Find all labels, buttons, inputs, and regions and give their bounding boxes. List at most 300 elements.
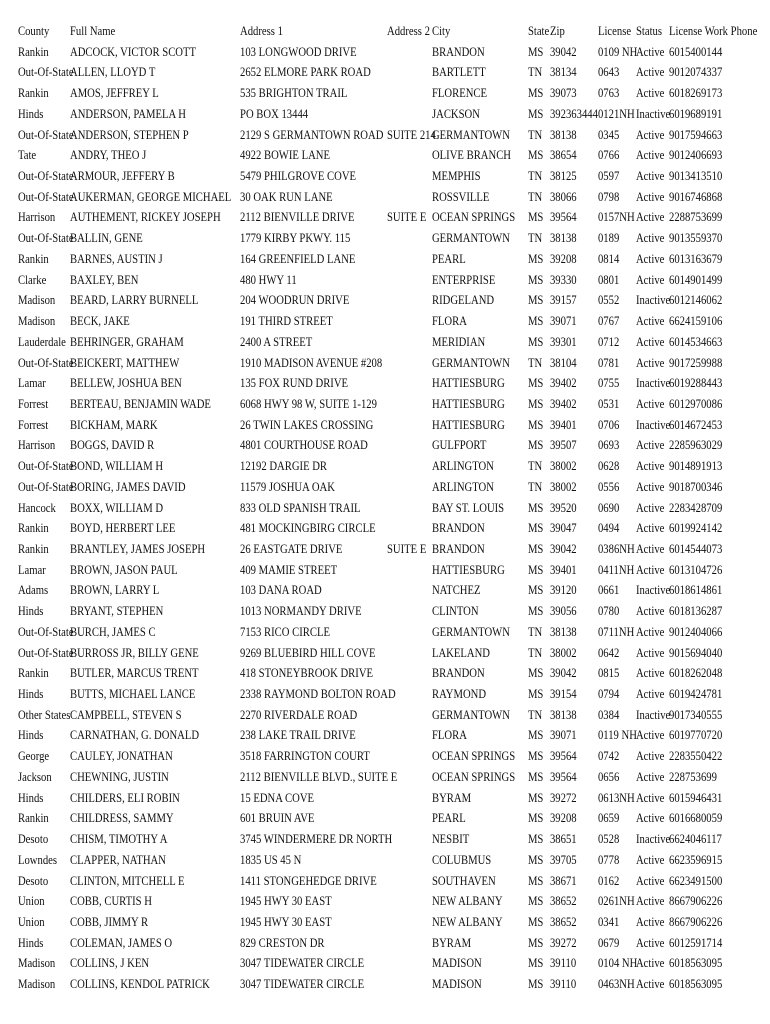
- cell-address2: SUITE 214: [387, 127, 436, 142]
- cell-county: Hinds: [17, 935, 44, 950]
- cell-address1: 191 THIRD STREET: [240, 314, 333, 329]
- cell-status: Active: [635, 666, 665, 681]
- cell-address1: 135 FOX RUND DRIVE: [240, 376, 349, 391]
- cell-status: Active: [635, 127, 665, 142]
- table-row: [0, 808, 723, 829]
- cell-phone: 2285963029: [668, 438, 723, 453]
- cell-address1: 5479 PHILGROVE COVE: [240, 169, 357, 184]
- cell-full-name: AMOS, JEFFREY L: [69, 86, 159, 101]
- cell-status: Active: [635, 728, 665, 743]
- cell-city: BAY ST. LOUIS: [431, 500, 505, 515]
- cell-state: MS: [527, 438, 544, 453]
- cell-address1: 3518 FARRINGTON COURT: [240, 749, 370, 764]
- cell-phone: 9018700346: [668, 479, 723, 494]
- cell-address1: 2270 RIVERDALE ROAD: [240, 707, 358, 722]
- cell-license: 0766: [597, 148, 620, 163]
- cell-county: Hinds: [17, 790, 44, 805]
- cell-status: Active: [635, 935, 665, 950]
- cell-status: Active: [635, 169, 665, 184]
- cell-license: 0157NH: [597, 210, 635, 225]
- cell-phone: 6019770720: [668, 728, 723, 743]
- cell-phone: 6018262048: [668, 666, 723, 681]
- cell-phone: 9012404066: [668, 624, 723, 639]
- cell-full-name: BARNES, AUSTIN J: [69, 251, 163, 266]
- cell-address1: 2400 A STREET: [240, 334, 313, 349]
- cell-full-name: ADCOCK, VICTOR SCOTT: [69, 44, 197, 59]
- cell-county: Rankin: [17, 811, 49, 826]
- cell-status: Active: [635, 914, 665, 929]
- cell-state: MS: [527, 251, 544, 266]
- cell-address1: 409 MAMIE STREET: [240, 562, 338, 577]
- cell-zip: 39564: [549, 749, 577, 764]
- cell-state: MS: [527, 749, 544, 764]
- cell-status: Active: [635, 624, 665, 639]
- cell-address1: 3047 TIDEWATER CIRCLE: [240, 977, 365, 992]
- cell-zip: 39564: [549, 210, 577, 225]
- cell-address1: 1910 MADISON AVENUE #208: [240, 355, 383, 370]
- cell-state: TN: [527, 189, 543, 204]
- cell-status: Inactive: [635, 583, 671, 598]
- cell-zip: 39071: [549, 314, 577, 329]
- cell-state: MS: [527, 272, 544, 287]
- cell-state: MS: [527, 956, 544, 971]
- cell-address1: 481 MOCKINGBIRG CIRCLE: [240, 521, 376, 536]
- cell-status: Active: [635, 977, 665, 992]
- table-row: [0, 560, 723, 581]
- cell-address1: 1945 HWY 30 EAST: [240, 894, 332, 909]
- cell-city: NEW ALBANY: [431, 914, 503, 929]
- cell-full-name: BOND, WILLIAM H: [69, 459, 164, 474]
- cell-county: Harrison: [17, 438, 56, 453]
- cell-city: HATTIESBURG: [431, 562, 505, 577]
- cell-status: Active: [635, 769, 665, 784]
- cell-city: GERMANTOWN: [431, 624, 510, 639]
- cell-city: NEW ALBANY: [431, 894, 503, 909]
- cell-city: FLORENCE: [431, 86, 488, 101]
- cell-full-name: BRYANT, STEPHEN: [69, 604, 164, 619]
- cell-address1: 7153 RICO CIRCLE: [240, 624, 331, 639]
- cell-city: RAYMOND: [431, 687, 487, 702]
- cell-county: Madison: [17, 293, 56, 308]
- cell-license: 0341: [597, 914, 620, 929]
- cell-county: Out-Of-State: [17, 459, 74, 474]
- cell-state: MS: [527, 832, 544, 847]
- table-row: [0, 145, 723, 166]
- cell-address1: 2652 ELMORE PARK ROAD: [240, 65, 371, 80]
- cell-full-name: CLAPPER, NATHAN: [69, 852, 166, 867]
- cell-full-name: BAXLEY, BEN: [69, 272, 139, 287]
- table-row: [0, 394, 723, 415]
- cell-address1: 829 CRESTON DR: [240, 935, 325, 950]
- cell-license: 0798: [597, 189, 620, 204]
- table-row: [0, 104, 723, 125]
- table-row: [0, 539, 723, 560]
- cell-county: Out-Of-State: [17, 169, 74, 184]
- cell-license: 0386NH: [597, 541, 635, 556]
- table-row: [0, 912, 723, 933]
- cell-city: HATTIESBURG: [431, 396, 505, 411]
- cell-full-name: COLLINS, J KEN: [69, 956, 150, 971]
- cell-phone: 9012074337: [668, 65, 723, 80]
- cell-status: Active: [635, 210, 665, 225]
- cell-license: 0384: [597, 707, 620, 722]
- cell-phone: 6012970086: [668, 396, 723, 411]
- cell-city: PEARL: [431, 811, 466, 826]
- cell-zip: 38002: [549, 459, 577, 474]
- cell-county: Madison: [17, 314, 56, 329]
- cell-full-name: BOYD, HERBERT LEE: [69, 521, 176, 536]
- cell-county: Hinds: [17, 728, 44, 743]
- table-row: [0, 891, 723, 912]
- cell-phone: 9013413510: [668, 169, 723, 184]
- cell-license: 0643: [597, 65, 620, 80]
- cell-county: Forrest: [17, 396, 49, 411]
- cell-city: GERMANTOWN: [431, 127, 510, 142]
- cell-state: TN: [527, 459, 543, 474]
- cell-zip: 39110: [549, 977, 577, 992]
- cell-address1: PO BOX 13444: [240, 106, 309, 121]
- cell-phone: 2283428709: [668, 500, 723, 515]
- cell-license: 0552: [597, 293, 620, 308]
- cell-license: 0706: [597, 417, 620, 432]
- cell-license: 0109 NH: [597, 44, 638, 59]
- cell-full-name: BORING, JAMES DAVID: [69, 479, 186, 494]
- cell-license: 0613NH: [597, 790, 635, 805]
- cell-county: Adams: [17, 583, 49, 598]
- cell-license: 0763: [597, 86, 620, 101]
- cell-zip: 39154: [549, 687, 577, 702]
- cell-full-name: BUTLER, MARCUS TRENT: [69, 666, 199, 681]
- cell-zip: 38671: [549, 873, 577, 888]
- table-row: [0, 456, 723, 477]
- table-row: [0, 187, 723, 208]
- cell-city: BARTLETT: [431, 65, 486, 80]
- cell-state: TN: [527, 169, 543, 184]
- cell-status: Active: [635, 148, 665, 163]
- cell-state: MS: [527, 687, 544, 702]
- cell-city: COLUBMUS: [431, 852, 492, 867]
- cell-license: 0121NH: [597, 106, 635, 121]
- cell-state: MS: [527, 44, 544, 59]
- cell-status: Active: [635, 396, 665, 411]
- cell-address1: 2112 BIENVILLE DRIVE: [240, 210, 355, 225]
- cell-full-name: ANDERSON, STEPHEN P: [69, 127, 189, 142]
- cell-county: Madison: [17, 956, 56, 971]
- cell-phone: 9014891913: [668, 459, 723, 474]
- table-row: [0, 871, 723, 892]
- cell-phone: 6015946431: [668, 790, 723, 805]
- cell-county: Out-Of-State: [17, 479, 74, 494]
- cell-state: MS: [527, 769, 544, 784]
- cell-license: 0463NH: [597, 977, 635, 992]
- cell-status: Inactive: [635, 707, 671, 722]
- cell-phone: 6014672453: [668, 417, 723, 432]
- cell-county: Rankin: [17, 44, 49, 59]
- table-row: [0, 705, 723, 726]
- table-row: [0, 415, 723, 436]
- cell-zip: 39042: [549, 44, 577, 59]
- cell-status: Active: [635, 459, 665, 474]
- cell-phone: 8667906226: [668, 914, 723, 929]
- cell-status: Active: [635, 251, 665, 266]
- cell-status: Active: [635, 562, 665, 577]
- cell-license: 0189: [597, 231, 620, 246]
- cell-zip: 38134: [549, 65, 577, 80]
- cell-county: Harrison: [17, 210, 56, 225]
- cell-address1: 204 WOODRUN DRIVE: [240, 293, 350, 308]
- cell-license: 0104 NH: [597, 956, 638, 971]
- cell-address1: 833 OLD SPANISH TRAIL: [240, 500, 361, 515]
- cell-address1: 480 HWY 11: [240, 272, 297, 287]
- cell-zip: 39208: [549, 811, 577, 826]
- cell-zip: 39042: [549, 541, 577, 556]
- cell-zip: 39301: [549, 334, 577, 349]
- header-status: Status: [635, 24, 663, 38]
- cell-full-name: BURROSS JR, BILLY GENE: [69, 645, 199, 660]
- cell-status: Active: [635, 894, 665, 909]
- cell-phone: 6016680059: [668, 811, 723, 826]
- table-row: [0, 125, 723, 146]
- cell-city: ROSSVILLE: [431, 189, 490, 204]
- cell-license: 0755: [597, 376, 620, 391]
- cell-address1: 164 GREENFIELD LANE: [240, 251, 356, 266]
- cell-phone: 9017340555: [668, 707, 723, 722]
- header-address2: Address 2: [387, 24, 430, 38]
- cell-phone: 9017594663: [668, 127, 723, 142]
- cell-address1: 2338 RAYMOND BOLTON ROAD: [240, 687, 396, 702]
- cell-status: Active: [635, 44, 665, 59]
- cell-status: Active: [635, 479, 665, 494]
- cell-county: Out-Of-State: [17, 65, 74, 80]
- table-row: [0, 62, 723, 83]
- cell-county: Lauderdale: [17, 334, 66, 349]
- cell-county: Lowndes: [17, 852, 58, 867]
- cell-state: TN: [527, 479, 543, 494]
- cell-city: MADISON: [431, 977, 482, 992]
- cell-zip: 38654: [549, 148, 577, 163]
- cell-state: MS: [527, 811, 544, 826]
- cell-status: Active: [635, 852, 665, 867]
- cell-county: Hinds: [17, 687, 44, 702]
- cell-license: 0781: [597, 355, 620, 370]
- cell-zip: 39208: [549, 251, 577, 266]
- cell-address1: 418 STONEYBROOK DRIVE: [240, 666, 374, 681]
- cell-full-name: COLEMAN, JAMES O: [69, 935, 173, 950]
- table-row: [0, 435, 723, 456]
- cell-city: OCEAN SPRINGS: [431, 210, 516, 225]
- cell-state: MS: [527, 293, 544, 308]
- cell-county: Tate: [17, 148, 37, 163]
- cell-city: GERMANTOWN: [431, 355, 510, 370]
- cell-zip: 39402: [549, 396, 577, 411]
- cell-license: 0742: [597, 749, 620, 764]
- cell-status: Active: [635, 438, 665, 453]
- cell-full-name: CHEWNING, JUSTIN: [69, 769, 169, 784]
- cell-address1: 238 LAKE TRAIL DRIVE: [240, 728, 356, 743]
- cell-status: Active: [635, 790, 665, 805]
- cell-city: MEMPHIS: [431, 169, 481, 184]
- cell-city: GERMANTOWN: [431, 707, 510, 722]
- cell-license: 0693: [597, 438, 620, 453]
- cell-county: Desoto: [17, 832, 49, 847]
- cell-status: Active: [635, 521, 665, 536]
- cell-phone: 2288753699: [668, 210, 723, 225]
- table-row: [0, 725, 723, 746]
- cell-address1: 601 BRUIN AVE: [240, 811, 315, 826]
- cell-address1: 26 EASTGATE DRIVE: [240, 541, 343, 556]
- table-row: [0, 746, 723, 767]
- cell-county: Desoto: [17, 873, 49, 888]
- cell-phone: 6012591714: [668, 935, 723, 950]
- cell-city: BYRAM: [431, 935, 472, 950]
- cell-license: 0119 NH: [597, 728, 637, 743]
- cell-zip: 39120: [549, 583, 577, 598]
- cell-county: Hinds: [17, 106, 44, 121]
- cell-full-name: BEICKERT, MATTHEW: [69, 355, 180, 370]
- table-row: [0, 788, 723, 809]
- cell-full-name: BERTEAU, BENJAMIN WADE: [69, 396, 211, 411]
- cell-license: 0767: [597, 314, 620, 329]
- cell-zip: 39520: [549, 500, 577, 515]
- cell-status: Active: [635, 65, 665, 80]
- cell-status: Inactive: [635, 417, 671, 432]
- cell-county: Out-Of-State: [17, 624, 74, 639]
- cell-county: Rankin: [17, 541, 49, 556]
- cell-license: 0712: [597, 334, 620, 349]
- cell-license: 0690: [597, 500, 620, 515]
- cell-full-name: AUTHEMENT, RICKEY JOSEPH: [69, 210, 221, 225]
- cell-status: Active: [635, 189, 665, 204]
- cell-license: 0814: [597, 251, 620, 266]
- table-row: [0, 353, 723, 374]
- cell-zip: 39073: [549, 86, 577, 101]
- cell-address1: 2112 BIENVILLE BLVD., SUITE E: [240, 769, 398, 784]
- cell-full-name: BURCH, JAMES C: [69, 624, 156, 639]
- cell-full-name: BALLIN, GENE: [69, 231, 143, 246]
- cell-county: Rankin: [17, 521, 49, 536]
- cell-license: 0661: [597, 583, 620, 598]
- cell-zip: 38066: [549, 189, 577, 204]
- cell-full-name: BEARD, LARRY BURNELL: [69, 293, 199, 308]
- cell-address1: 15 EDNA COVE: [240, 790, 315, 805]
- header-state: State: [527, 24, 550, 38]
- cell-county: Forrest: [17, 417, 49, 432]
- table-row: [0, 311, 723, 332]
- table-row: [0, 580, 723, 601]
- table-row: [0, 663, 723, 684]
- cell-city: GERMANTOWN: [431, 231, 510, 246]
- cell-phone: 9016746868: [668, 189, 723, 204]
- cell-zip: 38104: [549, 355, 577, 370]
- table-row: [0, 850, 723, 871]
- cell-phone: 6019689191: [668, 106, 723, 121]
- table-row: [0, 270, 723, 291]
- cell-county: Out-Of-State: [17, 645, 74, 660]
- table-row: [0, 684, 723, 705]
- cell-state: MS: [527, 541, 544, 556]
- cell-full-name: ARMOUR, JEFFERY B: [69, 169, 175, 184]
- cell-zip: 39110: [549, 956, 577, 971]
- cell-city: JACKSON: [431, 106, 480, 121]
- cell-full-name: CLINTON, MITCHELL E: [69, 873, 185, 888]
- cell-address1: 4922 BOWIE LANE: [240, 148, 330, 163]
- table-row: [0, 933, 723, 954]
- cell-status: Active: [635, 645, 665, 660]
- cell-city: NESBIT: [431, 832, 470, 847]
- cell-state: MS: [527, 562, 544, 577]
- cell-status: Active: [635, 500, 665, 515]
- table-row: [0, 83, 723, 104]
- cell-status: Inactive: [635, 832, 671, 847]
- cell-phone: 9015694040: [668, 645, 723, 660]
- table-row: [0, 332, 723, 353]
- cell-state: MS: [527, 790, 544, 805]
- cell-license: 0261NH: [597, 894, 635, 909]
- cell-state: MS: [527, 935, 544, 950]
- cell-zip: 39042: [549, 666, 577, 681]
- table-row: [0, 643, 723, 664]
- cell-zip: 39047: [549, 521, 577, 536]
- cell-county: Madison: [17, 977, 56, 992]
- cell-license: 0778: [597, 852, 620, 867]
- cell-city: MERIDIAN: [431, 334, 486, 349]
- cell-full-name: COLLINS, KENDOL PATRICK: [69, 977, 210, 992]
- cell-status: Active: [635, 749, 665, 764]
- cell-status: Active: [635, 956, 665, 971]
- cell-license: 0815: [597, 666, 620, 681]
- cell-state: MS: [527, 210, 544, 225]
- cell-full-name: ALLEN, LLOYD T: [69, 65, 156, 80]
- cell-zip: 39330: [549, 272, 577, 287]
- cell-address2: SUITE E: [387, 541, 427, 556]
- table-row: [0, 829, 722, 850]
- table-row: [0, 622, 723, 643]
- cell-address1: 12192 DARGIE DR: [240, 459, 328, 474]
- cell-address1: 1779 KIRBY PKWY. 115: [240, 231, 351, 246]
- cell-full-name: ANDRY, THEO J: [69, 148, 147, 163]
- cell-full-name: CAULEY, JONATHAN: [69, 749, 173, 764]
- cell-state: MS: [527, 666, 544, 681]
- cell-full-name: BECK, JAKE: [69, 314, 130, 329]
- cell-full-name: BUTTS, MICHAEL LANCE: [69, 687, 196, 702]
- cell-license: 0345: [597, 127, 620, 142]
- cell-city: MADISON: [431, 956, 482, 971]
- header-full-name: Full Name: [69, 24, 116, 38]
- cell-county: Out-Of-State: [17, 127, 74, 142]
- cell-address1: 11579 JOSHUA OAK: [240, 479, 335, 494]
- cell-state: MS: [527, 583, 544, 598]
- cell-license: 0801: [597, 272, 620, 287]
- cell-county: Union: [17, 914, 45, 929]
- cell-zip: 39401: [549, 417, 577, 432]
- cell-county: George: [17, 749, 50, 764]
- cell-state: MS: [527, 852, 544, 867]
- cell-state: TN: [527, 645, 543, 660]
- cell-license: 0528: [597, 832, 620, 847]
- cell-license: 0711NH: [597, 624, 635, 639]
- table-header-row: [0, 21, 758, 42]
- cell-zip: 38652: [549, 894, 577, 909]
- cell-status: Inactive: [635, 106, 671, 121]
- cell-address1: 3047 TIDEWATER CIRCLE: [240, 956, 365, 971]
- cell-zip: 38002: [549, 479, 577, 494]
- cell-county: Jackson: [17, 769, 52, 784]
- cell-address1: 1835 US 45 N: [240, 852, 302, 867]
- cell-phone: 9013559370: [668, 231, 723, 246]
- cell-city: OCEAN SPRINGS: [431, 769, 516, 784]
- cell-status: Active: [635, 272, 665, 287]
- cell-address1: 535 BRIGHTON TRAIL: [240, 86, 348, 101]
